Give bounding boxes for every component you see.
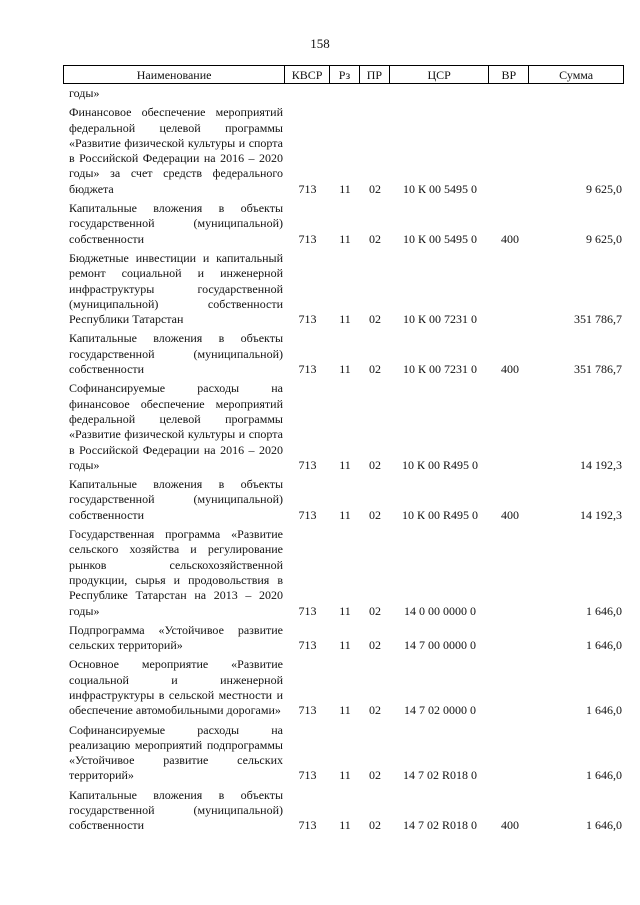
row-pr: 02 — [369, 312, 381, 327]
row-pr: 02 — [369, 603, 381, 618]
row-name: Капитальные вложения в объекты государственной (муниципальной) собственности — [69, 787, 283, 833]
row-sum: 1 646,0 — [586, 768, 622, 783]
row-name: Софинансируемые расходы на финансовое обеспечение мероприятий федеральной целевой программы «Развитие физической культуры и спорта в Российской Федерации на 2016 – 2020 годы» — [69, 381, 283, 472]
row-sum: 1 646,0 — [586, 603, 622, 618]
row-pr: 02 — [369, 638, 381, 653]
row-csr: 14 7 02 R018 0 — [402, 768, 477, 783]
table-row — [63, 788, 624, 834]
row-pr: 02 — [369, 231, 381, 246]
table-row — [63, 331, 624, 377]
row-pr: 02 — [369, 818, 381, 833]
row-kvsr: 713 — [298, 362, 317, 377]
row-csr: 14 7 02 R018 0 — [402, 818, 477, 833]
row-vr: 400 — [501, 362, 519, 377]
row-name: Софинансируемые расходы на реализацию мероприятий подпрограммы «Устойчивое развитие сельских территорий» — [69, 722, 283, 783]
row-csr: 10 К 00 R495 0 — [401, 507, 478, 522]
row-kvsr: 713 — [298, 638, 317, 653]
row-rz: 11 — [339, 181, 351, 196]
header-kvsr: КВСР — [285, 66, 330, 83]
header-csr: ЦСР — [390, 66, 490, 83]
row-name: Государственная программа «Развитие сельского хозяйства и регулирование рынков сельскохозяйственной продукции, сырья и продовольствия в Республике Татарстан на 2013 – 2020 годы» — [69, 527, 283, 618]
row-name: Капитальные вложения в объекты государственной (муниципальной) собственности — [69, 477, 283, 522]
row-name: Финансовое обеспечение мероприятий федеральной целевой программы «Развитие физической культуры и спорта в Российской Федерации на 2016 – 2020 годы» за счет средств федерального бюджета — [69, 105, 283, 196]
row-csr: 14 0 00 0000 0 — [404, 603, 476, 618]
row-rz: 11 — [339, 362, 351, 377]
row-pr: 02 — [369, 703, 381, 718]
row-sum: 9 625,0 — [586, 181, 622, 196]
header-sum: Сумма — [559, 67, 594, 82]
row-kvsr: 713 — [298, 181, 317, 196]
table-row — [63, 723, 624, 784]
row-csr: 10 К 00 5495 0 — [402, 181, 477, 196]
row-rz: 11 — [339, 768, 351, 783]
row-sum: 351 786,7 — [574, 312, 622, 327]
row-kvsr: 713 — [298, 312, 317, 327]
row-kvsr: 713 — [298, 818, 317, 833]
row-pr: 02 — [369, 457, 381, 472]
row-kvsr: 713 — [298, 768, 317, 783]
continued-row — [63, 86, 624, 101]
header-rz: Рз — [330, 66, 360, 83]
row-csr: 10 К 00 7231 0 — [402, 362, 477, 377]
row-rz: 11 — [339, 818, 351, 833]
table-row — [63, 251, 624, 327]
row-vr: 400 — [501, 818, 519, 833]
row-sum: 14 192,3 — [580, 507, 622, 522]
row-sum: 9 625,0 — [586, 231, 622, 246]
table-row — [63, 201, 624, 247]
row-name: Капитальные вложения в объекты государственной (муниципальной) собственности — [69, 201, 283, 246]
row-vr: 400 — [501, 507, 519, 522]
row-rz: 11 — [339, 603, 351, 618]
row-kvsr: 713 — [298, 457, 317, 472]
row-sum: 1 646,0 — [586, 818, 622, 833]
table-row — [63, 623, 624, 654]
table-row — [63, 477, 624, 523]
row-rz: 11 — [339, 638, 351, 653]
row-rz: 11 — [339, 231, 351, 246]
row-pr: 02 — [369, 362, 381, 377]
page-number: 158 — [310, 36, 330, 51]
row-pr: 02 — [369, 768, 381, 783]
row-sum: 14 192,3 — [580, 457, 622, 472]
table-row — [63, 381, 624, 473]
row-pr: 02 — [369, 507, 381, 522]
row-rz: 11 — [339, 312, 351, 327]
row-name: Подпрограмма «Устойчивое развитие сельских территорий» — [69, 622, 283, 653]
table-body — [63, 86, 624, 838]
header-name: Наименование — [64, 66, 285, 83]
row-vr: 400 — [501, 231, 519, 246]
table-row — [63, 527, 624, 619]
row-kvsr: 713 — [298, 703, 317, 718]
row-name: Бюджетные инвестиции и капитальный ремонт социальной и инженерной инфраструктуры государственной (муниципальной) собственности Республики Татарстан — [69, 250, 283, 327]
row-kvsr: 713 — [298, 231, 317, 246]
row-rz: 11 — [339, 703, 351, 718]
row-name: Капитальные вложения в объекты государственной (муниципальной) собственности — [69, 331, 283, 377]
header-vr: ВР — [489, 66, 529, 83]
row-csr: 10 К 00 R495 0 — [401, 457, 478, 472]
row-name: Основное мероприятие «Развитие социальной и инженерной инфраструктуры в сельской местности и обеспечение автомобильными дорогами» — [69, 657, 283, 718]
row-sum: 1 646,0 — [586, 703, 622, 718]
row-csr: 10 К 00 5495 0 — [402, 231, 477, 246]
row-rz: 11 — [339, 457, 351, 472]
table-header — [63, 65, 624, 84]
row-sum: 351 786,7 — [574, 362, 622, 377]
row-kvsr: 713 — [298, 507, 317, 522]
table-row — [63, 105, 624, 197]
table-row — [63, 657, 624, 718]
continued-text: годы» — [69, 86, 100, 100]
row-csr: 14 7 02 0000 0 — [404, 703, 476, 718]
row-csr: 10 К 00 7231 0 — [402, 312, 477, 327]
row-pr: 02 — [369, 181, 381, 196]
row-rz: 11 — [339, 507, 351, 522]
header-pr: ПР — [360, 66, 390, 83]
row-kvsr: 713 — [298, 603, 317, 618]
row-csr: 14 7 00 0000 0 — [404, 638, 476, 653]
row-sum: 1 646,0 — [586, 638, 622, 653]
